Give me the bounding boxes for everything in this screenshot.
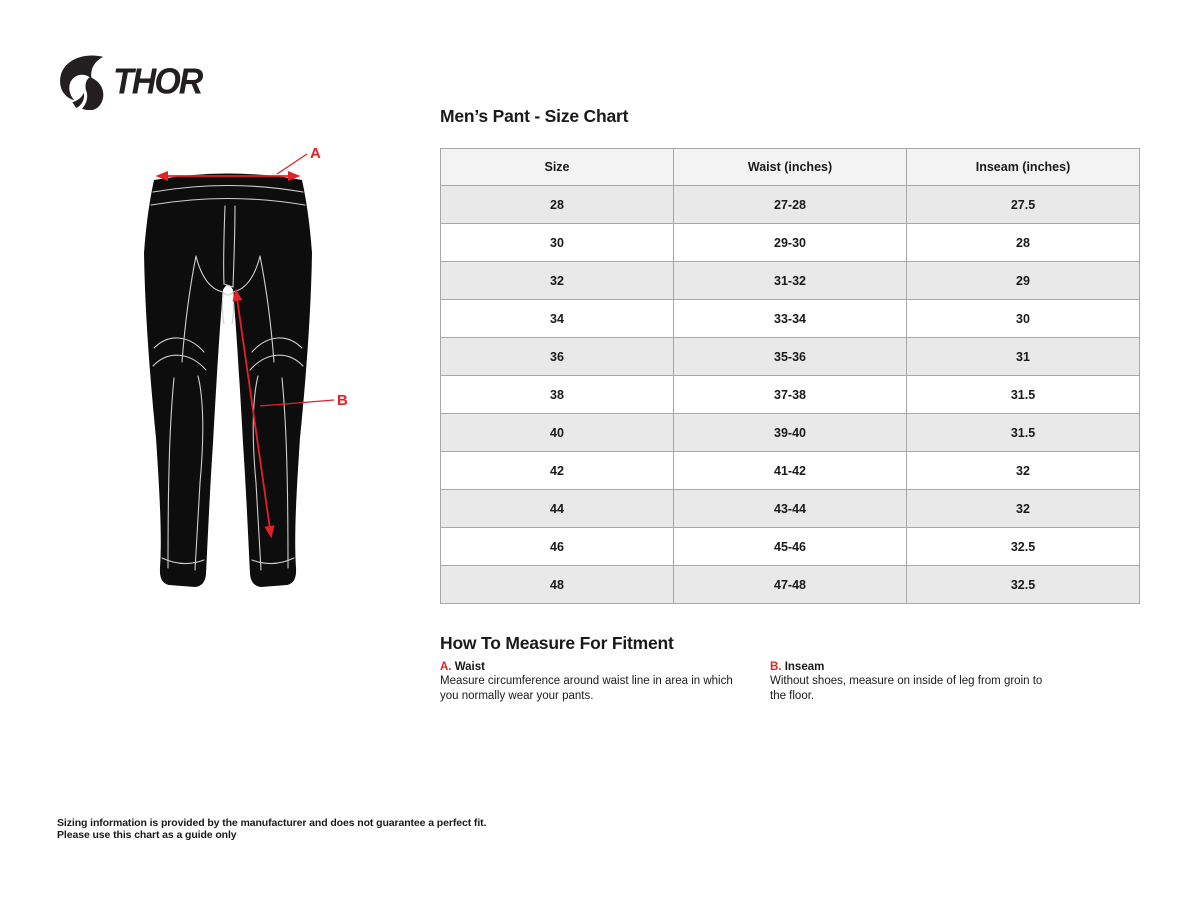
diagram-label-a: A [310, 145, 321, 162]
cell-inseam: 29 [907, 262, 1140, 300]
cell-size: 40 [441, 414, 674, 452]
table-row [441, 186, 1140, 224]
cell-waist: 33-34 [674, 300, 907, 338]
size-table [440, 148, 1140, 604]
cell-inseam: 28 [907, 224, 1140, 262]
table-row [441, 490, 1140, 528]
cell-size: 38 [441, 376, 674, 414]
cell-size: 48 [441, 566, 674, 604]
size-table-header-row [441, 149, 1140, 186]
cell-waist: 41-42 [674, 452, 907, 490]
size-chart-title: Men’s Pant - Size Chart [440, 106, 629, 126]
table-row [441, 566, 1140, 604]
cell-waist: 43-44 [674, 490, 907, 528]
cell-size: 30 [441, 224, 674, 262]
pants-diagram-icon [138, 138, 363, 603]
measure-letter-b: B. [770, 661, 782, 673]
cell-waist: 35-36 [674, 338, 907, 376]
column-header-waist: Waist (inches) [674, 149, 907, 186]
table-row [441, 300, 1140, 338]
cell-waist: 27-28 [674, 186, 907, 224]
cell-waist: 47-48 [674, 566, 907, 604]
measure-desc-inseam: Without shoes, measure on inside of leg from groin to the floor. [770, 675, 1043, 702]
measure-name-inseam: Inseam [784, 661, 825, 673]
table-row [441, 414, 1140, 452]
measure-label-waist [440, 661, 740, 673]
cell-inseam: 31.5 [907, 414, 1140, 452]
cell-inseam: 31.5 [907, 376, 1140, 414]
cell-waist: 45-46 [674, 528, 907, 566]
table-row [441, 338, 1140, 376]
diagram-label-b: B [337, 392, 348, 409]
cell-size: 44 [441, 490, 674, 528]
pants-measurement-diagram [138, 138, 363, 603]
how-to-measure-title: How To Measure For Fitment [440, 633, 674, 653]
cell-inseam: 31 [907, 338, 1140, 376]
thor-goat-icon [55, 54, 109, 110]
cell-size: 36 [441, 338, 674, 376]
table-row [441, 262, 1140, 300]
cell-size: 32 [441, 262, 674, 300]
brand-logo-text: THOR [113, 61, 202, 102]
cell-waist: 31-32 [674, 262, 907, 300]
cell-inseam: 32 [907, 452, 1140, 490]
measure-name-waist: Waist [454, 661, 485, 673]
sizing-disclaimer [57, 817, 486, 841]
cell-inseam: 32 [907, 490, 1140, 528]
table-row [441, 528, 1140, 566]
brand-logo [55, 54, 215, 110]
measure-desc-waist: Measure circumference around waist line in area in which you normally wear your pants. [440, 675, 733, 702]
cell-inseam: 32.5 [907, 528, 1140, 566]
column-header-size: Size [441, 149, 674, 186]
cell-inseam: 27.5 [907, 186, 1140, 224]
disclaimer-line-1: Sizing information is provided by the manufacturer and does not guarantee a perfect fit. [57, 817, 487, 829]
cell-waist: 29-30 [674, 224, 907, 262]
column-header-inseam: Inseam (inches) [907, 149, 1140, 186]
measure-label-inseam [770, 661, 1055, 673]
cell-inseam: 30 [907, 300, 1140, 338]
measure-letter-a: A. [440, 661, 452, 673]
cell-size: 34 [441, 300, 674, 338]
cell-waist: 37-38 [674, 376, 907, 414]
cell-inseam: 32.5 [907, 566, 1140, 604]
table-row [441, 376, 1140, 414]
cell-size: 28 [441, 186, 674, 224]
measure-item-waist [440, 661, 740, 703]
waist-callout-line [277, 154, 307, 174]
measure-item-inseam [770, 661, 1055, 703]
disclaimer-line-2: Please use this chart as a guide only [57, 829, 237, 841]
cell-size: 46 [441, 528, 674, 566]
table-row [441, 224, 1140, 262]
table-row [441, 452, 1140, 490]
cell-size: 42 [441, 452, 674, 490]
cell-waist: 39-40 [674, 414, 907, 452]
